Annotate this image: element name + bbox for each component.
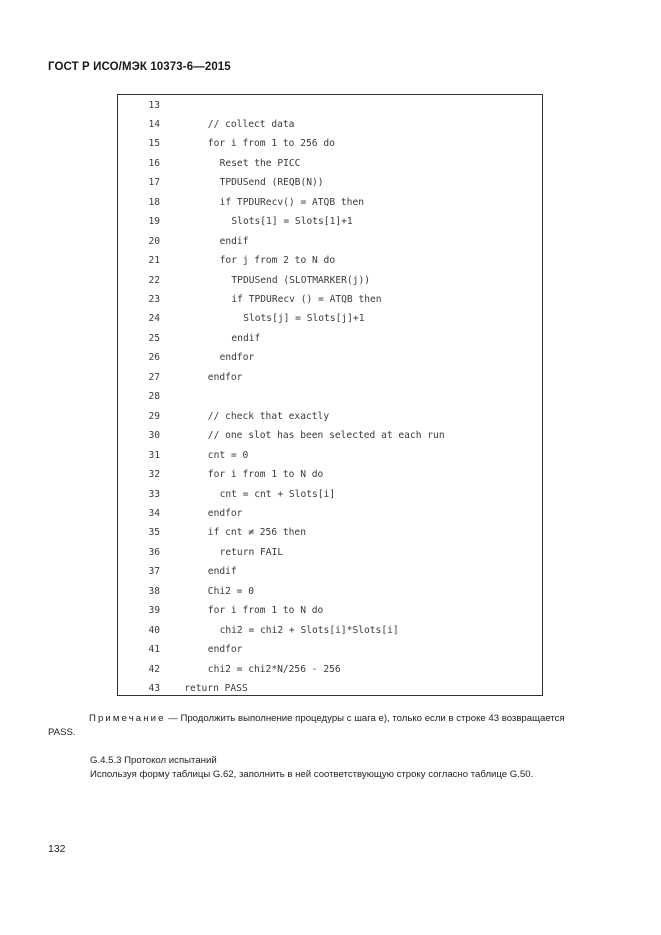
code-line (118, 173, 542, 192)
code-line (118, 562, 542, 581)
line-number: 31 (148, 449, 160, 461)
line-number: 36 (148, 546, 160, 558)
line-number: 43 (148, 683, 160, 694)
note-block (48, 712, 608, 740)
code-text: cnt = cnt + Slots[i] (219, 488, 336, 500)
code-line (118, 193, 542, 212)
code-text: endfor (207, 371, 243, 383)
code-line (118, 271, 542, 290)
code-line (118, 115, 542, 134)
code-line (118, 387, 542, 406)
code-line (118, 251, 542, 270)
line-number: 32 (148, 469, 160, 481)
code-line (118, 309, 542, 328)
code-text: // one slot has been selected at each run (207, 430, 445, 442)
code-text: if cnt ≠ 256 then (207, 527, 306, 539)
line-number: 21 (148, 255, 160, 267)
page-header: ГОСТ Р ИСО/МЭК 10373-6—2015 (48, 61, 231, 73)
code-text: Chi2 = 0 (207, 585, 255, 597)
line-number: 29 (148, 410, 160, 422)
line-number: 40 (148, 624, 160, 636)
code-text: endif (231, 332, 261, 344)
code-line (118, 601, 542, 620)
code-line (118, 504, 542, 523)
code-text: if TPDURecv () = ATQB then (231, 294, 382, 305)
code-line (118, 660, 542, 679)
line-number: 33 (148, 488, 160, 500)
code-line (118, 582, 542, 601)
code-text: return FAIL (219, 546, 284, 558)
line-number: 28 (148, 391, 160, 403)
code-line (118, 679, 542, 698)
code-text: endfor (207, 507, 243, 519)
code-line (118, 543, 542, 562)
code-text: // check that exactly (207, 410, 330, 422)
line-number: 35 (148, 527, 160, 539)
code-text: Slots[1] = Slots[1]+1 (231, 216, 353, 228)
line-number: 15 (148, 138, 160, 150)
code-text: endfor (219, 352, 255, 364)
code-line (118, 485, 542, 504)
code-line (118, 407, 542, 426)
code-text: endif (207, 566, 237, 578)
line-number: 37 (148, 566, 160, 578)
line-number: 24 (148, 313, 160, 325)
line-number: 39 (148, 605, 160, 617)
line-number: 19 (148, 216, 160, 228)
code-line (118, 134, 542, 153)
code-text: Slots[j] = Slots[j]+1 (243, 313, 365, 325)
code-line (118, 368, 542, 387)
code-text: endif (219, 235, 249, 247)
code-line (118, 96, 542, 115)
line-number: 14 (148, 118, 160, 130)
code-line (118, 640, 542, 659)
code-line (118, 523, 542, 542)
code-line (118, 232, 542, 251)
line-number: 20 (148, 235, 160, 247)
line-number: 27 (148, 371, 160, 383)
line-number: 34 (148, 507, 160, 519)
code-line (118, 426, 542, 445)
code-line (118, 290, 542, 309)
code-text: for j from 2 to N do (219, 255, 336, 267)
code-line (118, 329, 542, 348)
line-number: 25 (148, 332, 160, 344)
line-number: 23 (148, 294, 160, 305)
code-text: // collect data (207, 118, 295, 130)
line-number: 38 (148, 585, 160, 597)
code-line (118, 621, 542, 640)
line-number: 42 (148, 663, 160, 675)
section-heading: G.4.5.3 Протокол испытаний (90, 755, 217, 766)
code-text: for i from 1 to N do (207, 469, 324, 481)
line-number: 26 (148, 352, 160, 364)
code-text: Reset the PICC (219, 157, 301, 169)
code-text: chi2 = chi2*N/256 - 256 (207, 663, 341, 675)
line-number: 22 (148, 274, 160, 286)
line-number: 30 (148, 430, 160, 442)
code-line (118, 348, 542, 367)
code-text: if TPDURecv() = ATQB then (219, 196, 364, 208)
note-text: — Продолжить выполнение процедуры с шага е), только если в строке 43 возвращается (165, 713, 565, 724)
page-number: 132 (48, 843, 66, 855)
code-line (118, 212, 542, 231)
line-number: 41 (148, 644, 160, 656)
code-text: return PASS (184, 683, 248, 694)
code-text: TPDUSend (SLOTMARKER(j)) (231, 274, 371, 286)
code-text: TPDUSend (REQB(N)) (219, 177, 324, 189)
line-number: 13 (148, 99, 160, 111)
code-text: for i from 1 to 256 do (207, 138, 335, 150)
note-text-continuation: PASS. (48, 727, 76, 738)
note-label: Примечание (89, 713, 166, 724)
section-body: Используя форму таблицы G.62, заполнить в ней соответствующую строку согласно таблице G.50. (90, 769, 534, 780)
code-text: for i from 1 to N do (207, 605, 324, 617)
section-block (90, 754, 533, 782)
line-number: 16 (148, 157, 160, 169)
code-text: cnt = 0 (207, 449, 249, 461)
code-text: chi2 = chi2 + Slots[i]*Slots[i] (219, 624, 399, 636)
line-number: 18 (148, 196, 160, 208)
code-line (118, 465, 542, 484)
line-number: 17 (148, 177, 160, 189)
code-text: endfor (207, 644, 243, 656)
code-listing (117, 94, 543, 696)
code-line (118, 154, 542, 173)
code-line (118, 446, 542, 465)
